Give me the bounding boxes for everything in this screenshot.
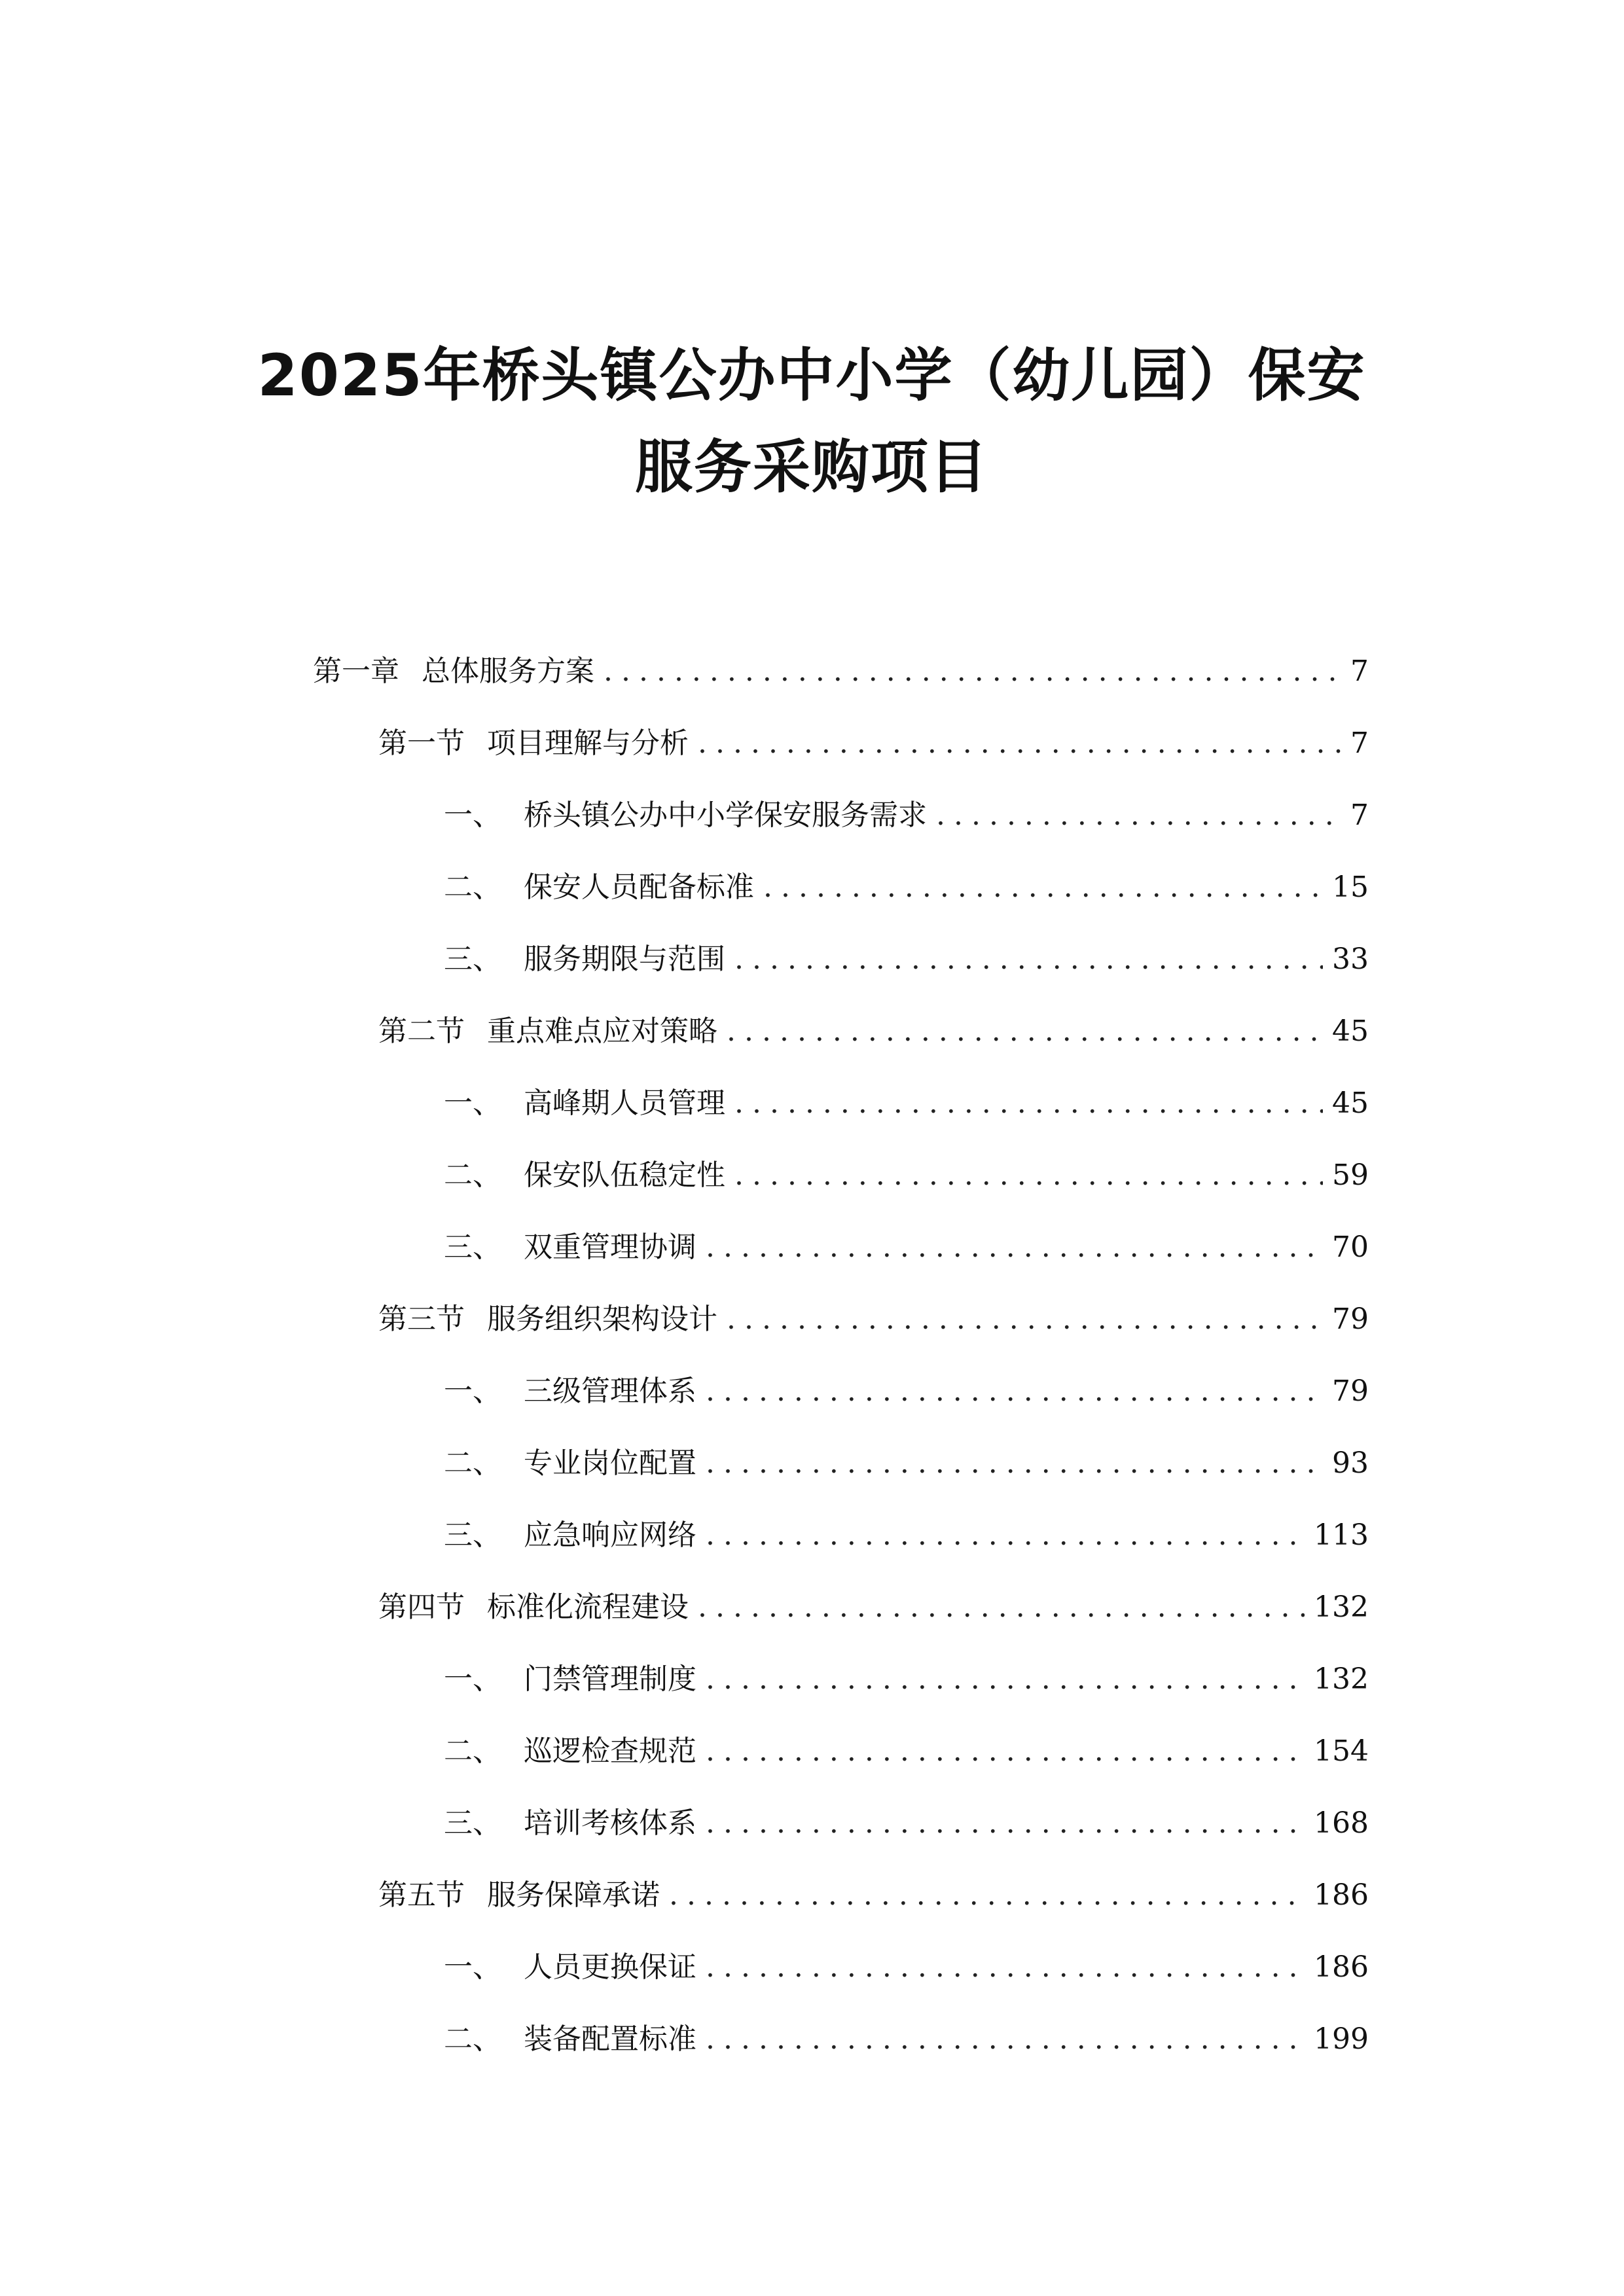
toc-page-number: 33 <box>1332 942 1369 976</box>
toc-label: 三级管理体系 <box>524 1374 696 1408</box>
toc-number: 一、 <box>444 1374 501 1408</box>
toc-label: 标准化流程建设 <box>487 1590 689 1624</box>
toc-number: 第一章 <box>313 655 399 688</box>
toc-entry-section[interactable] <box>378 1300 1369 1339</box>
dot-leader <box>706 1228 1323 1267</box>
toc-entry-subsection[interactable] <box>444 1444 1369 1483</box>
dot-leader <box>936 796 1341 835</box>
toc-page-number: 7 <box>1350 798 1369 832</box>
dot-leader <box>706 1948 1305 1987</box>
dot-leader <box>734 1084 1323 1123</box>
toc-label: 巡逻检查规范 <box>524 1734 696 1768</box>
toc-number: 第四节 <box>378 1590 465 1624</box>
toc-page-number: 59 <box>1332 1158 1369 1192</box>
toc-entry-subsection[interactable] <box>444 1228 1369 1267</box>
dot-leader <box>698 724 1341 763</box>
dot-leader <box>706 1516 1305 1555</box>
toc-entry-subsection[interactable] <box>444 1516 1369 1555</box>
dot-leader <box>698 1588 1305 1627</box>
dot-leader <box>706 1660 1305 1699</box>
toc-entry-subsection[interactable] <box>444 868 1369 907</box>
dot-leader <box>706 1444 1323 1483</box>
toc-entry-subsection[interactable] <box>444 1156 1369 1195</box>
toc-label: 服务期限与范围 <box>524 942 725 976</box>
dot-leader <box>706 1804 1305 1843</box>
dot-leader <box>727 1012 1323 1051</box>
document-title-line-2: 服务采购项目 <box>634 433 988 501</box>
toc-entry-subsection[interactable] <box>444 2020 1369 2059</box>
toc-entry-subsection[interactable] <box>444 1804 1369 1843</box>
toc-number: 第二节 <box>378 1014 465 1048</box>
toc-page-number: 186 <box>1314 1878 1369 1912</box>
toc-label: 总体服务方案 <box>422 655 594 688</box>
dot-leader <box>727 1300 1323 1339</box>
toc-number: 二、 <box>444 870 501 904</box>
toc-page-number: 199 <box>1314 2022 1369 2056</box>
toc-entry-subsection[interactable] <box>444 1948 1369 1987</box>
toc-label: 双重管理协调 <box>524 1230 696 1264</box>
toc-page-number: 70 <box>1332 1230 1369 1264</box>
toc-label: 保安队伍稳定性 <box>524 1158 725 1192</box>
toc-page-number: 79 <box>1332 1374 1369 1408</box>
toc-page-number: 113 <box>1314 1518 1369 1552</box>
toc-number: 三、 <box>444 1230 501 1264</box>
dot-leader <box>706 2020 1305 2059</box>
toc-number: 一、 <box>444 1662 501 1696</box>
toc-number: 二、 <box>444 1158 501 1192</box>
toc-page-number: 7 <box>1350 655 1369 688</box>
toc-label: 专业岗位配置 <box>524 1446 696 1480</box>
toc-entry-subsection[interactable] <box>444 940 1369 979</box>
toc-entry-subsection[interactable] <box>444 796 1369 835</box>
toc-entry-section[interactable] <box>378 1588 1369 1627</box>
toc-label: 培训考核体系 <box>524 1806 696 1840</box>
dot-leader <box>706 1732 1305 1771</box>
toc-label: 桥头镇公办中小学保安服务需求 <box>524 798 927 832</box>
toc-page-number: 93 <box>1332 1446 1369 1480</box>
toc-label: 服务保障承诺 <box>487 1878 660 1912</box>
toc-number: 二、 <box>444 2022 501 2056</box>
toc-label: 装备配置标准 <box>524 2022 696 2056</box>
toc-number: 二、 <box>444 1446 501 1480</box>
toc-number: 第三节 <box>378 1302 465 1336</box>
toc-page-number: 45 <box>1332 1086 1369 1120</box>
document-title-line-1: 2025年桥头镇公办中小学（幼儿园）保安 <box>257 342 1366 409</box>
dot-leader <box>734 1156 1323 1195</box>
toc-number: 一、 <box>444 1950 501 1984</box>
toc-number: 第五节 <box>378 1878 465 1912</box>
toc-label: 应急响应网络 <box>524 1518 696 1552</box>
toc-number: 二、 <box>444 1734 501 1768</box>
toc-label: 保安人员配备标准 <box>524 870 754 904</box>
toc-label: 重点难点应对策略 <box>487 1014 717 1048</box>
dot-leader <box>604 652 1341 691</box>
toc-number: 一、 <box>444 798 501 832</box>
toc-page-number: 7 <box>1350 726 1369 760</box>
toc-entry-subsection[interactable] <box>444 1372 1369 1411</box>
toc-entry-section[interactable] <box>378 724 1369 763</box>
toc-page-number: 45 <box>1332 1014 1369 1048</box>
toc-number: 一、 <box>444 1086 501 1120</box>
toc-entry-subsection[interactable] <box>444 1660 1369 1699</box>
toc-entry-section[interactable] <box>378 1876 1369 1915</box>
toc-label: 人员更换保证 <box>524 1950 696 1984</box>
toc-label: 高峰期人员管理 <box>524 1086 725 1120</box>
toc-entry-subsection[interactable] <box>444 1732 1369 1771</box>
dot-leader <box>669 1876 1305 1915</box>
toc-page-number: 132 <box>1314 1590 1369 1624</box>
toc-number: 三、 <box>444 942 501 976</box>
toc-number: 三、 <box>444 1806 501 1840</box>
toc-page-number: 168 <box>1314 1806 1369 1840</box>
dot-leader <box>763 868 1323 907</box>
toc-page-number: 186 <box>1314 1950 1369 1984</box>
toc-entry-section[interactable] <box>378 1012 1369 1051</box>
toc-label: 服务组织架构设计 <box>487 1302 717 1336</box>
dot-leader <box>734 940 1323 979</box>
toc-entry-subsection[interactable] <box>444 1084 1369 1123</box>
toc-number: 三、 <box>444 1518 501 1552</box>
toc-page-number: 132 <box>1314 1662 1369 1696</box>
toc-label: 门禁管理制度 <box>524 1662 696 1696</box>
toc-label: 项目理解与分析 <box>487 726 689 760</box>
toc-number: 第一节 <box>378 726 465 760</box>
dot-leader <box>706 1372 1323 1411</box>
toc-page-number: 15 <box>1332 870 1369 904</box>
toc-entry-chapter[interactable] <box>313 652 1369 691</box>
toc-page-number: 79 <box>1332 1302 1369 1336</box>
toc-page-number: 154 <box>1314 1734 1369 1768</box>
